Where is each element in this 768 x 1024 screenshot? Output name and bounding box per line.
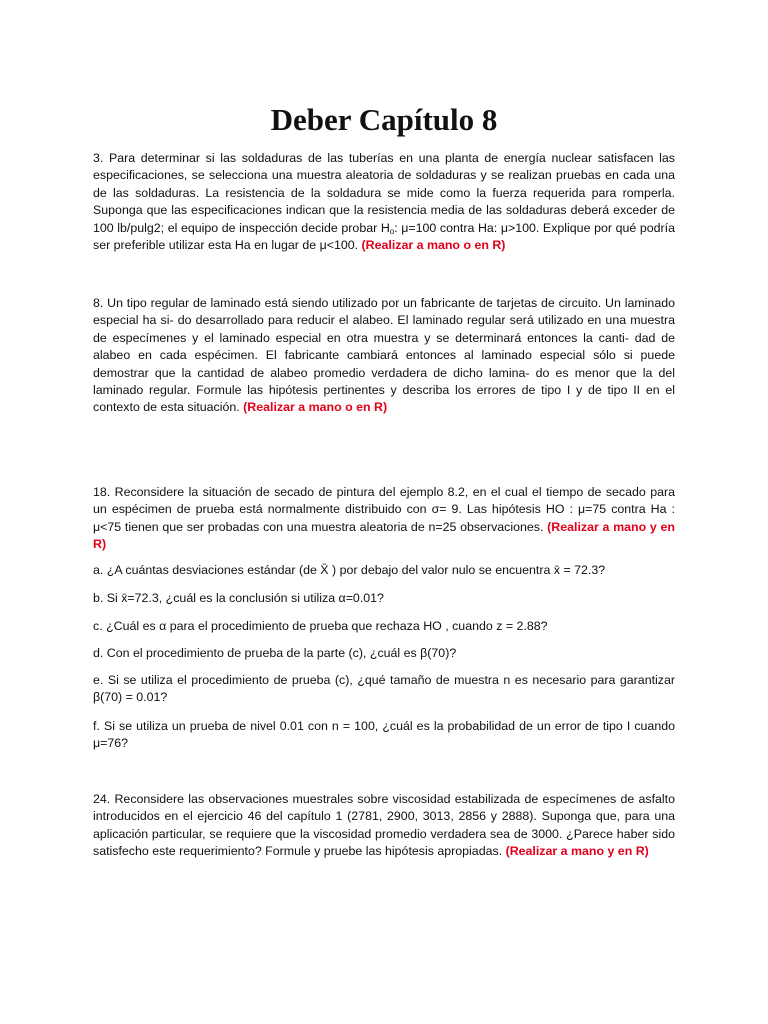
question-24-instruction: (Realizar a mano y en R) — [505, 844, 649, 859]
question-18-part-d: d. Con el procedimiento de prueba de la parte (c), ¿cuál es β(70)? — [93, 646, 457, 660]
question-24 — [93, 791, 675, 861]
question-18-part-b: b. Si x̄=72.3, ¿cuál es la conclusión si utiliza α=0.01? — [93, 591, 384, 605]
question-8-text: 8. Un tipo regular de laminado está siendo utilizado por un fabricante de tarjetas de circuito. Un laminado especial ha si- do desarrollado para reducir el alabeo. El laminado regular será utilizado en una muestra de especímenes y el laminado especial en otra muestra y se determinará entonces la canti- dad de alabeo en cada espécimen. El fabricante cambiará entonces al laminado especial sólo si puede demostrar que la cantidad de alabeo promedio verdadera de dicho lamina- do es menor que la del laminado regular. Formule las hipótesis pertinentes y describa los errores de tipo I y de tipo II en el contexto de esta situación. — [93, 296, 675, 415]
question-18-part-c: c. ¿Cuál es α para el procedimiento de prueba que rechaza HO , cuando z = 2.88? — [93, 619, 548, 633]
question-18-text: 18. Reconsidere la situación de secado de pintura del ejemplo 8.2, en el cual el tiempo de secado para un espécimen de prueba está normalmente distribuido con σ= 9. Las hipótesis HO : μ=75 contra Ha : μ<75 tienen que ser probadas con una muestra aleatoria de n=25 observaciones. — [93, 485, 675, 534]
question-3-text: 3. Para determinar si las soldaduras de las tuberías en una planta de energía nuclear satisfacen las especificaciones, se selecciona una muestra aleatoria de soldaduras y se realizan pruebas en cada una de las soldaduras. La resistencia de la soldadura se mide como la fuerza requerida para romperla. Suponga que las especificaciones indican que la resistencia media de las soldaduras deberá exceder de 100 lb/pulg2; el equipo de inspección decide probar H — [93, 151, 675, 235]
document-title: Deber Capítulo 8 — [270, 102, 498, 137]
question-18-part-e: e. Si se utiliza el procedimiento de prueba (c), ¿qué tamaño de muestra n es necesario para garantizar β(70) = 0.01? — [93, 673, 675, 705]
question-8 — [93, 295, 675, 417]
question-24-text: 24. Reconsidere las observaciones muestrales sobre viscosidad estabilizada de especímenes de asfalto introducidos en el ejercicio 46 del capítulo 1 (2781, 2900, 3013, 2856 y 2888). Suponga que, para una aplicación particular, se requiere que la viscosidad promedio verdadera sea de 3000. ¿Parece haber sido satisfecho este requerimiento? Formule y pruebe las hipótesis apropiadas. — [93, 792, 675, 859]
question-18-part-a: a. ¿A cuántas desviaciones estándar (de X̄ ) por debajo del valor nulo se encuentra x̄ = 72.3? — [93, 563, 606, 577]
question-18 — [93, 484, 675, 554]
question-8-instruction: (Realizar a mano o en R) — [243, 400, 388, 415]
question-3 — [93, 150, 675, 254]
question-3-text-cont: : μ=100 contra Ha: μ>100. Explique por qué podría ser preferible utilizar esta Ha en lugar de μ<100. — [93, 220, 675, 253]
question-18-part-f: f. Si se utiliza un prueba de nivel 0.01 con n = 100, ¿cuál es la probabilidad de un error de tipo I cuando μ=76? — [93, 719, 675, 751]
question-18-instruction: (Realizar a mano y en R) — [93, 519, 675, 552]
question-3-subscript: o — [389, 226, 395, 236]
question-3-instruction: (Realizar a mano o en R) — [361, 238, 506, 253]
